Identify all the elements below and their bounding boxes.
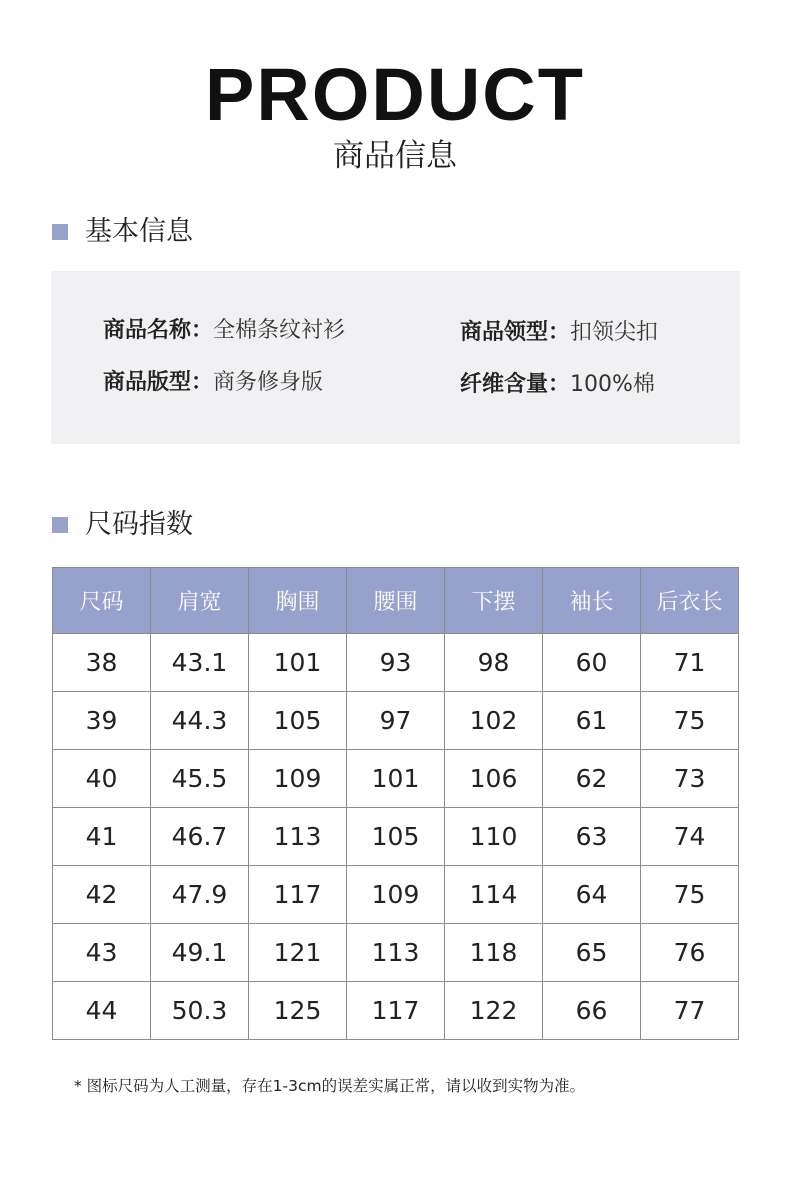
table-cell: 45.5	[151, 750, 249, 808]
table-row	[53, 634, 739, 692]
table-cell: 102	[445, 692, 543, 750]
table-cell: 105	[249, 692, 347, 750]
table-cell: 114	[445, 866, 543, 924]
measurement-note: * 图标尺码为人工测量，存在1-3cm的误差实属正常，请以收到实物为准。	[74, 1077, 586, 1095]
table-cell: 101	[347, 750, 445, 808]
column-header: 袖长	[543, 568, 641, 634]
table-cell: 38	[53, 634, 151, 692]
table-cell: 125	[249, 982, 347, 1040]
table-cell: 50.3	[151, 982, 249, 1040]
table-cell: 41	[53, 808, 151, 866]
info-label: 商品领型：	[460, 320, 571, 345]
info-label: 纤维含量：	[460, 372, 571, 397]
section-marker-icon	[52, 224, 68, 240]
table-cell: 49.1	[151, 924, 249, 982]
table-cell: 109	[249, 750, 347, 808]
table-cell: 43	[53, 924, 151, 982]
table-cell: 121	[249, 924, 347, 982]
column-header: 下摆	[445, 568, 543, 634]
info-item-fabric-name	[103, 316, 345, 346]
size-table	[52, 567, 739, 1040]
table-cell: 117	[347, 982, 445, 1040]
column-header: 肩宽	[151, 568, 249, 634]
section-title: 尺码指数	[85, 509, 193, 540]
table-cell: 75	[641, 692, 739, 750]
table-cell: 46.7	[151, 808, 249, 866]
column-header: 尺码	[53, 568, 151, 634]
table-cell: 39	[53, 692, 151, 750]
table-cell: 60	[543, 634, 641, 692]
table-header-row	[53, 568, 739, 634]
table-cell: 77	[641, 982, 739, 1040]
size-chart-section-header	[52, 507, 193, 543]
table-cell: 98	[445, 634, 543, 692]
table-cell: 62	[543, 750, 641, 808]
table-cell: 118	[445, 924, 543, 982]
table-cell: 93	[347, 634, 445, 692]
info-item-fit	[103, 368, 323, 398]
table-cell: 64	[543, 866, 641, 924]
info-value: 扣领尖扣	[570, 320, 659, 345]
column-header: 后衣长	[641, 568, 739, 634]
table-cell: 113	[347, 924, 445, 982]
info-value: 商务修身版	[213, 370, 324, 395]
table-cell: 109	[347, 866, 445, 924]
table-cell: 122	[445, 982, 543, 1040]
page-subtitle: 商品信息	[333, 138, 457, 174]
table-cell: 44	[53, 982, 151, 1040]
table-cell: 42	[53, 866, 151, 924]
table-cell: 65	[543, 924, 641, 982]
section-marker-icon	[52, 517, 68, 533]
table-cell: 74	[641, 808, 739, 866]
basic-info-section-header	[52, 214, 193, 250]
table-cell: 40	[53, 750, 151, 808]
table-cell: 106	[445, 750, 543, 808]
column-header: 胸围	[249, 568, 347, 634]
info-item-collar	[460, 318, 658, 348]
table-cell: 61	[543, 692, 641, 750]
table-cell: 73	[641, 750, 739, 808]
info-label: 商品名称：	[103, 318, 214, 343]
info-value: 100%棉	[570, 372, 655, 397]
table-cell: 44.3	[151, 692, 249, 750]
page-title: PRODUCT	[205, 53, 585, 136]
table-cell: 63	[543, 808, 641, 866]
table-row	[53, 924, 739, 982]
table-cell: 105	[347, 808, 445, 866]
table-cell: 43.1	[151, 634, 249, 692]
section-title: 基本信息	[85, 216, 193, 247]
table-cell: 110	[445, 808, 543, 866]
table-cell: 71	[641, 634, 739, 692]
table-cell: 113	[249, 808, 347, 866]
table-cell: 47.9	[151, 866, 249, 924]
table-row	[53, 750, 739, 808]
table-cell: 117	[249, 866, 347, 924]
basic-info-panel	[51, 271, 740, 444]
table-cell: 97	[347, 692, 445, 750]
table-cell: 66	[543, 982, 641, 1040]
table-row	[53, 866, 739, 924]
table-row	[53, 982, 739, 1040]
table-row	[53, 692, 739, 750]
info-item-fiber	[460, 370, 655, 400]
table-cell: 101	[249, 634, 347, 692]
info-value: 全棉条纹衬衫	[213, 318, 346, 343]
table-cell: 75	[641, 866, 739, 924]
info-label: 商品版型：	[103, 370, 214, 395]
table-row	[53, 808, 739, 866]
table-cell: 76	[641, 924, 739, 982]
column-header: 腰围	[347, 568, 445, 634]
